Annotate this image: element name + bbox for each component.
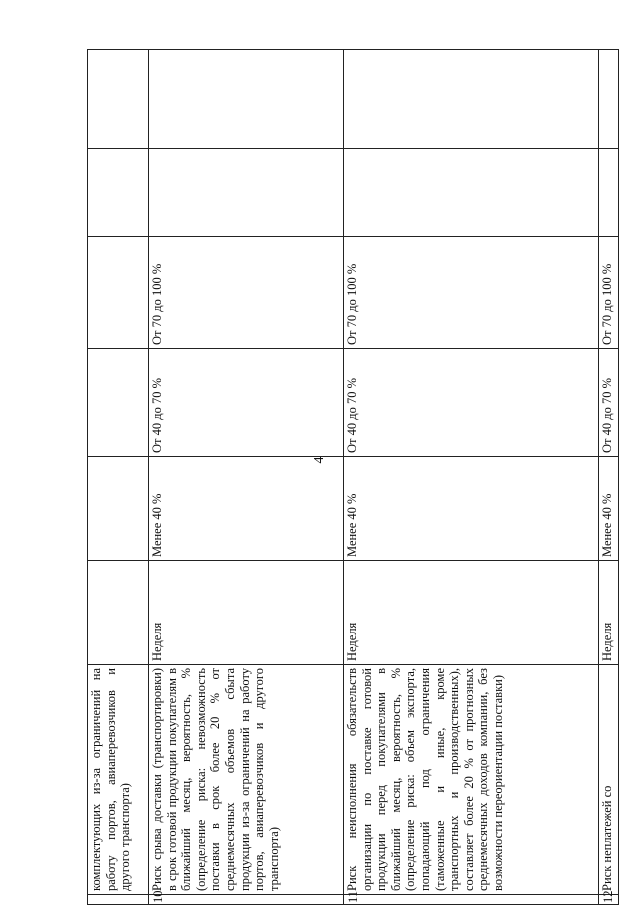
risk-description: Риск неисполнения обязательств организации по поставке готовой продукции перед покупателями в ближайший месяц, вероятность, % (определение риска: объем экспорта, попадающий под ограничения (таможенные и иные, кроме транспортных и производственных), составляет более 20 % от прогнозных среднемесячных доходов компании, без возможности переориентации поставки) [344,665,599,895]
table-row [88,50,149,905]
risk-description: Риск неплатежей со [599,665,619,895]
empty-cell [599,50,619,149]
empty-cell [149,149,344,237]
period-cell: Неделя [599,561,619,665]
table-row [599,50,619,905]
table-row [149,50,344,905]
empty-cell [88,50,149,149]
period-cell: Неделя [149,561,344,665]
risk-description: комплектующих из-за ограничений на работу портов, авиаперевозчиков и другого транспорта) [88,665,149,895]
high-risk-cell: От 70 до 100 % [344,237,599,349]
mid-risk-cell: От 40 до 70 % [344,349,599,457]
low-risk-cell [88,457,149,561]
risk-table [87,49,619,905]
table-row [344,50,599,905]
high-risk-cell [88,237,149,349]
empty-cell [344,149,599,237]
mid-risk-cell: От 40 до 70 % [599,349,619,457]
page-number: 4 [312,456,327,464]
risk-description: Риск срыва доставки (транспортировки) в срок готовой продукции покупателям в ближайший месяц, вероятность, % (определение риска: невозможность поставки в срок более 20 % от среднемесячных объемов сбыта продукции из-за ограничений на работу портов, авиаперевозчиков и другого транспорта) [149,665,344,895]
row-number: 10 [149,895,344,905]
mid-risk-cell: От 40 до 70 % [149,349,344,457]
empty-cell [88,149,149,237]
high-risk-cell: От 70 до 100 % [149,237,344,349]
mid-risk-cell [88,349,149,457]
empty-cell [344,50,599,149]
risk-table-container [87,50,615,905]
row-number [88,895,149,905]
empty-cell [599,149,619,237]
empty-cell [149,50,344,149]
low-risk-cell: Менее 40 % [149,457,344,561]
row-number: 12 [599,895,619,905]
low-risk-cell: Менее 40 % [599,457,619,561]
high-risk-cell: От 70 до 100 % [599,237,619,349]
low-risk-cell: Менее 40 % [344,457,599,561]
row-number: 11 [344,895,599,905]
period-cell: Неделя [344,561,599,665]
period-cell [88,561,149,665]
